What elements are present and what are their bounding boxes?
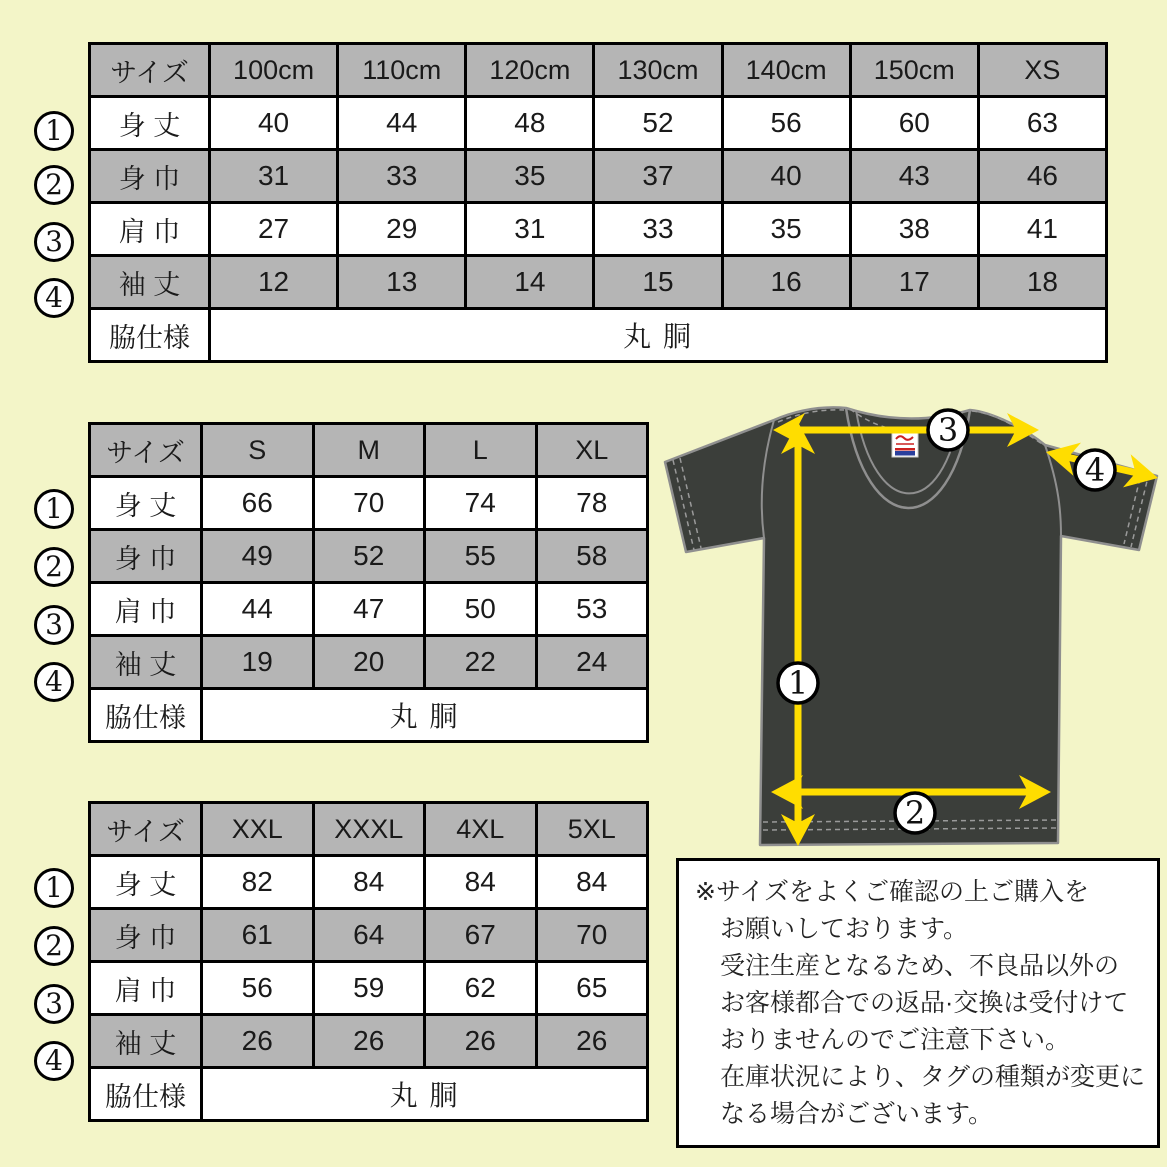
header-cell: 110cm: [338, 44, 466, 97]
cell: 26: [425, 1015, 537, 1068]
row-label: 肩 巾: [90, 203, 210, 256]
cell: 50: [425, 583, 537, 636]
footer-label: 脇仕様: [90, 689, 202, 742]
cell: 66: [202, 477, 314, 530]
cell: 56: [722, 97, 850, 150]
table-row: [90, 203, 1107, 256]
cell: 13: [338, 256, 466, 309]
cell: 44: [338, 97, 466, 150]
row-marker-circle-2: 2: [34, 547, 74, 587]
row-label: 袖 丈: [90, 636, 202, 689]
header-cell: S: [202, 424, 314, 477]
neck-tag: [892, 433, 918, 457]
cell: 29: [338, 203, 466, 256]
cell: 84: [425, 856, 537, 909]
cell: 35: [466, 150, 594, 203]
row-marker-circle-3: 3: [34, 222, 74, 262]
cell: 18: [978, 256, 1106, 309]
cell: 60: [850, 97, 978, 150]
size-table-kids: [88, 42, 1108, 363]
cell: 26: [536, 1015, 648, 1068]
row-marker-circle-4: 4: [34, 1041, 74, 1081]
marker-4: 4: [1084, 451, 1106, 489]
cell: 15: [594, 256, 722, 309]
note-line: 受注生産となるため、不良品以外の: [720, 952, 1120, 980]
cell: 41: [978, 203, 1106, 256]
header-cell: サイズ: [90, 424, 202, 477]
table-row: [90, 962, 648, 1015]
header-cell: 5XL: [536, 803, 648, 856]
table-row: [90, 256, 1107, 309]
cell: 46: [978, 150, 1106, 203]
row-marker-circle-3: 3: [34, 605, 74, 645]
cell: 48: [466, 97, 594, 150]
row-label: 袖 丈: [90, 256, 210, 309]
header-cell: 150cm: [850, 44, 978, 97]
header-cell: XS: [978, 44, 1106, 97]
footer-value: 丸 胴: [202, 1068, 648, 1121]
row-label: 袖 丈: [90, 1015, 202, 1068]
cell: 64: [313, 909, 425, 962]
row-marker-circle-4: 4: [34, 662, 74, 702]
cell: 52: [313, 530, 425, 583]
cell: 38: [850, 203, 978, 256]
cell: 20: [313, 636, 425, 689]
cell: 14: [466, 256, 594, 309]
cell: 19: [202, 636, 314, 689]
cell: 40: [722, 150, 850, 203]
table-footer-row: [90, 1068, 648, 1121]
footer-value: 丸 胴: [210, 309, 1107, 362]
row-marker-circle-3: 3: [34, 984, 74, 1024]
cell: 53: [536, 583, 648, 636]
cell: 70: [536, 909, 648, 962]
table-header-row: [90, 424, 648, 477]
header-cell: XXL: [202, 803, 314, 856]
row-marker-circle-2: 2: [34, 926, 74, 966]
header-cell: 120cm: [466, 44, 594, 97]
header-cell: 4XL: [425, 803, 537, 856]
cell: 33: [594, 203, 722, 256]
cell: 84: [313, 856, 425, 909]
cell: 37: [594, 150, 722, 203]
row-label: 身 丈: [90, 477, 202, 530]
cell: 26: [313, 1015, 425, 1068]
marker-2: 2: [904, 794, 926, 832]
cell: 52: [594, 97, 722, 150]
cell: 74: [425, 477, 537, 530]
header-cell: L: [425, 424, 537, 477]
note-line: なる場合がございます。: [720, 1100, 994, 1128]
row-marker-circle-1: 1: [34, 868, 74, 908]
note-box: [676, 858, 1160, 1148]
cell: 12: [210, 256, 338, 309]
cell: 22: [425, 636, 537, 689]
row-marker-circle-2: 2: [34, 165, 74, 205]
cell: 40: [210, 97, 338, 150]
row-marker-circle-1: 1: [34, 489, 74, 529]
size-table-adult: [88, 422, 649, 743]
table-header-row: [90, 803, 648, 856]
cell: 35: [722, 203, 850, 256]
table-row: [90, 636, 648, 689]
cell: 61: [202, 909, 314, 962]
table-row: [90, 909, 648, 962]
cell: 33: [338, 150, 466, 203]
cell: 67: [425, 909, 537, 962]
cell: 49: [202, 530, 314, 583]
header-cell: 130cm: [594, 44, 722, 97]
cell: 82: [202, 856, 314, 909]
marker-3: 3: [937, 411, 959, 449]
cell: 78: [536, 477, 648, 530]
cell: 62: [425, 962, 537, 1015]
cell: 55: [425, 530, 537, 583]
table-row: [90, 477, 648, 530]
row-label: 身 丈: [90, 97, 210, 150]
cell: 24: [536, 636, 648, 689]
cell: 63: [978, 97, 1106, 150]
cell: 16: [722, 256, 850, 309]
cell: 70: [313, 477, 425, 530]
table-row: [90, 583, 648, 636]
table-footer-row: [90, 689, 648, 742]
row-label: 肩 巾: [90, 583, 202, 636]
cell: 59: [313, 962, 425, 1015]
row-label: 身 巾: [90, 909, 202, 962]
header-cell: サイズ: [90, 803, 202, 856]
table-row: [90, 856, 648, 909]
cell: 65: [536, 962, 648, 1015]
cell: 47: [313, 583, 425, 636]
cell: 43: [850, 150, 978, 203]
note-line: おりませんのでご注意下さい。: [720, 1026, 1071, 1054]
cell: 31: [466, 203, 594, 256]
header-cell: M: [313, 424, 425, 477]
row-label: 身 巾: [90, 530, 202, 583]
table-row: [90, 97, 1107, 150]
note-line: お願いしております。: [720, 915, 969, 943]
size-table-large: [88, 801, 649, 1122]
cell: 56: [202, 962, 314, 1015]
note-line: 在庫状況により、タグの種類が変更に: [720, 1063, 1146, 1091]
cell: 31: [210, 150, 338, 203]
table-header-row: [90, 44, 1107, 97]
table-footer-row: [90, 309, 1107, 362]
cell: 58: [536, 530, 648, 583]
header-cell: XXXL: [313, 803, 425, 856]
header-cell: 140cm: [722, 44, 850, 97]
header-cell: サイズ: [90, 44, 210, 97]
note-line: ※サイズをよくご確認の上ご購入を: [695, 878, 1089, 906]
table-row: [90, 150, 1107, 203]
cell: 27: [210, 203, 338, 256]
cell: 84: [536, 856, 648, 909]
footer-label: 脇仕様: [90, 1068, 202, 1121]
note-line: お客様都合での返品·交換は受付けて: [720, 989, 1129, 1017]
cell: 26: [202, 1015, 314, 1068]
footer-value: 丸 胴: [202, 689, 648, 742]
table-row: [90, 1015, 648, 1068]
row-marker-circle-4: 4: [34, 278, 74, 318]
table-row: [90, 530, 648, 583]
footer-label: 脇仕様: [90, 309, 210, 362]
row-label: 肩 巾: [90, 962, 202, 1015]
marker-1: 1: [787, 664, 809, 702]
header-cell: 100cm: [210, 44, 338, 97]
header-cell: XL: [536, 424, 648, 477]
row-label: 身 巾: [90, 150, 210, 203]
row-label: 身 丈: [90, 856, 202, 909]
cell: 44: [202, 583, 314, 636]
row-marker-circle-1: 1: [34, 111, 74, 151]
tshirt-measurement-diagram: [652, 400, 1164, 858]
cell: 17: [850, 256, 978, 309]
